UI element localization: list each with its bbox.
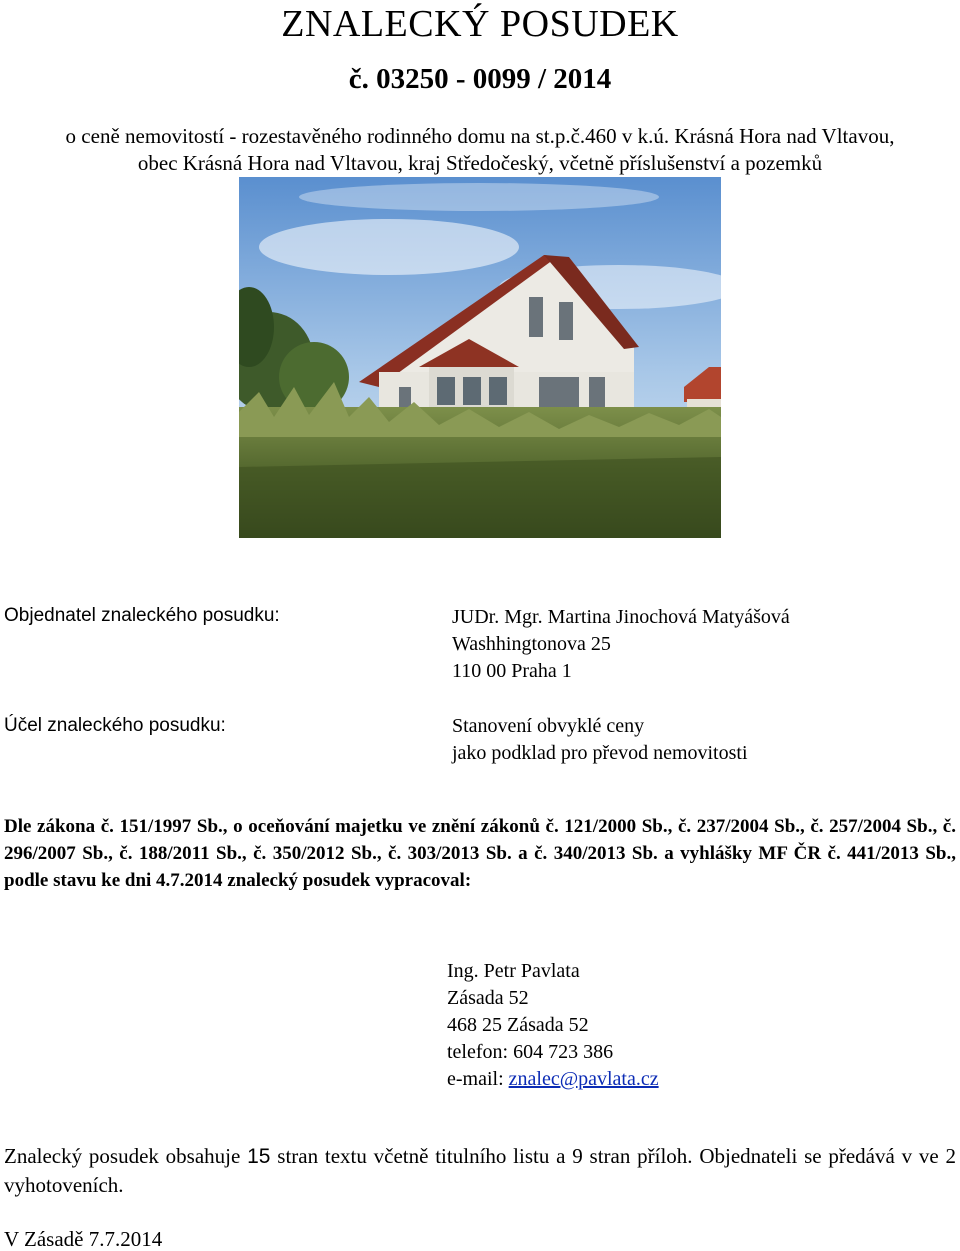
client-label: Objednatel znaleckého posudku: (4, 605, 280, 626)
expert-email-link[interactable]: znalec@pavlata.cz (508, 1068, 659, 1090)
client-name: JUDr. Mgr. Martina Jinochová Matyášová (452, 606, 790, 628)
expert-block (447, 958, 659, 1093)
legal-basis-paragraph: Dle zákona č. 151/1997 Sb., o oceňování majetku ve znění zákonů č. 121/2000 Sb., č. 237/2004 Sb., č. 257/2004 Sb., č. 296/2007 Sb., č. 188/2011 Sb., č. 350/2012 Sb., č. 303/2013 Sb. a č. 340/2013 Sb. a vyhlášky MF ČR č. 441/2013 Sb., podle stavu ke dni 4.7.2014 znalecký posudek vypracoval: (4, 816, 956, 891)
expert-name: Ing. Petr Pavlata (447, 960, 580, 982)
purpose-line-2: jako podklad pro převod nemovitosti (452, 742, 748, 764)
document-title: ZNALECKÝ POSUDEK (281, 3, 679, 45)
house-photo (239, 177, 721, 538)
purpose-label: Účel znaleckého posudku: (4, 715, 226, 736)
page-count-text-before: Znalecký posudek obsahuje (4, 1144, 248, 1168)
place-and-date: V Zásadě 7.7.2014 (4, 1227, 163, 1251)
expert-street: Zásada 52 (447, 987, 529, 1009)
page-count-note (4, 1142, 956, 1199)
expert-email-line (447, 1066, 659, 1093)
purpose-details (452, 713, 748, 767)
subject-line-2: obec Krásná Hora nad Vltavou, kraj Středočeský, včetně příslušenství a pozemků (137, 151, 823, 175)
expert-phone: telefon: 604 723 386 (447, 1041, 614, 1063)
report-subject (0, 123, 960, 177)
report-number: č. 03250 - 0099 / 2014 (348, 63, 612, 95)
expert-city: 468 25 Zásada 52 (447, 1014, 589, 1036)
page-count-value: 15 (247, 1145, 271, 1168)
client-street: Washhingtonova 25 (452, 633, 611, 655)
expert-email-prefix: e-mail: (447, 1068, 509, 1090)
subject-line-1: o ceně nemovitostí - rozestavěného rodinného domu na st.p.č.460 v k.ú. Krásná Hora nad Vltavou, (65, 124, 895, 148)
purpose-line-1: Stanovení obvyklé ceny (452, 715, 645, 737)
client-city: 110 00 Praha 1 (452, 660, 572, 682)
page-count-text-after: stran textu včetně titulního listu a 9 stran příloh. Objednateli se předává v ve 2 vyhotoveních. (4, 1144, 956, 1197)
client-details (452, 604, 790, 685)
